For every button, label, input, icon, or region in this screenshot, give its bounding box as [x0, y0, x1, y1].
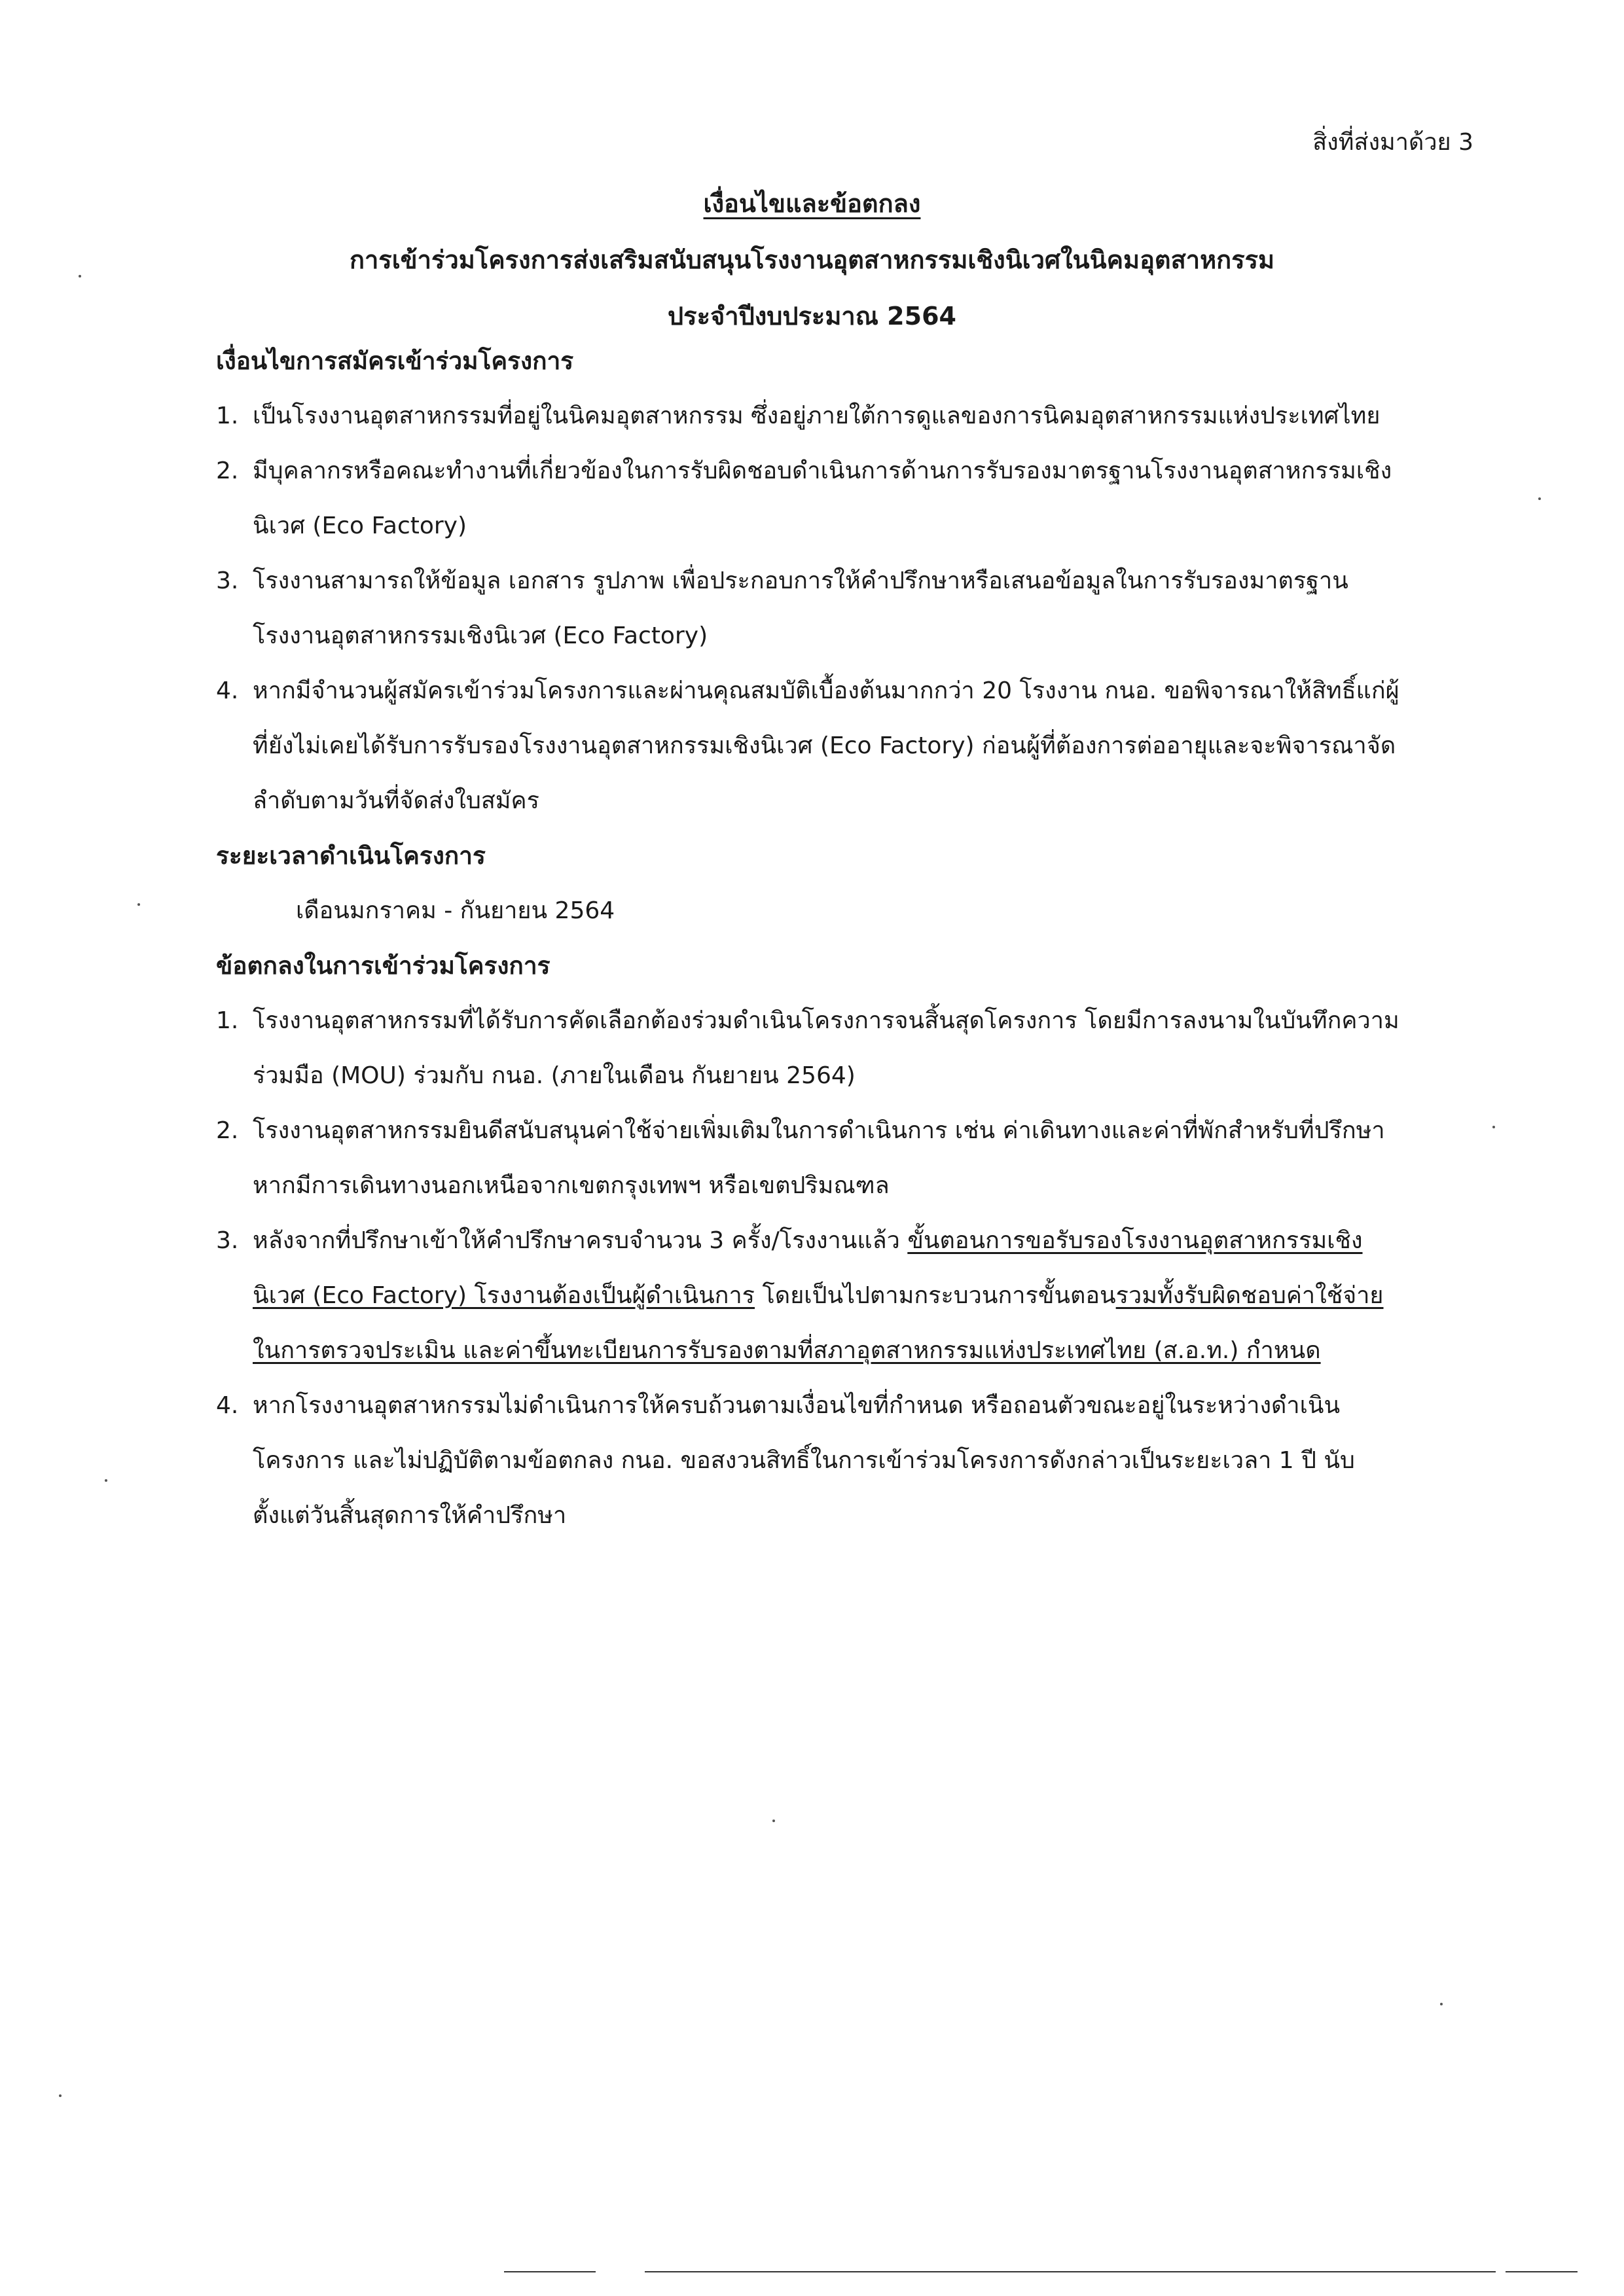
period-heading: ระยะเวลาดำเนินโครงการ: [216, 842, 486, 870]
underlined-text: รวมทั้งรับผิดชอบค่าใช้จ่ายในการตรวจประเมิน และค่าขึ้นทะเบียนการรับรองตามที่สภาอุตสาหกรรมแห่งประเทศไทย (ส.อ.ท.) กำหนด: [253, 1282, 1384, 1364]
agreement-item: [216, 1378, 1407, 1543]
condition-item: [216, 389, 1407, 444]
condition-item: [216, 554, 1407, 664]
item-number: 2.: [216, 457, 239, 484]
attachment-label: สิ่งที่ส่งมาด้วย 3: [1312, 129, 1473, 156]
scan-speck: [137, 903, 140, 906]
item-number: 3.: [216, 567, 239, 594]
scan-speck: [1538, 497, 1541, 500]
item-number: 1.: [216, 1007, 239, 1034]
scan-speck: [772, 1820, 775, 1822]
footer-rule: [504, 2271, 1578, 2274]
conditions-list: [216, 389, 1407, 829]
item-number: 1.: [216, 403, 239, 429]
footer-rule-segment: [504, 2271, 596, 2272]
item-text: หากโรงงานอุตสาหกรรมไม่ดำเนินการให้ครบถ้วนตามเงื่อนไขที่กำหนด หรือถอนตัวขณะอยู่ในระหว่างดำเนินโครงการ และไม่ปฏิบัติตามข้อตกลง กนอ. ขอสงวนสิทธิ์ในการเข้าร่วมโครงการดังกล่าวเป็นระยะเวลา 1 ปี นับตั้งแต่วันสิ้นสุดการให้คำปรึกษา: [253, 1392, 1355, 1529]
item-text: โดยเป็นไปตามกระบวนการขั้นตอน: [755, 1282, 1116, 1309]
agreement-item: [216, 994, 1407, 1103]
scan-speck: [105, 1479, 107, 1482]
title-block: [0, 175, 1624, 344]
item-number: 4.: [216, 677, 239, 704]
document-subtitle: การเข้าร่วมโครงการส่งเสริมสนับสนุนโรงงานอุตสาหกรรมเชิงนิเวศในนิคมอุตสาหกรรม: [349, 245, 1275, 274]
item-text: หากมีจำนวนผู้สมัครเข้าร่วมโครงการและผ่านคุณสมบัติเบื้องต้นมากกว่า 20 โรงงาน กนอ. ขอพิจารณาให้สิทธิ์แก่ผู้ที่ยังไม่เคยได้รับการรับรองโรงงานอุตสาหกรรมเชิงนิเวศ (Eco Factory) ก่อนผู้ที่ต้องการต่ออายุและจะพิจารณาจัดลำดับตามวันที่จัดส่งใบสมัคร: [253, 677, 1399, 814]
item-text: โรงงานอุตสาหกรรมที่ได้รับการคัดเลือกต้องร่วมดำเนินโครงการจนสิ้นสุดโครงการ โดยมีการลงนามในบันทึกความร่วมมือ (MOU) ร่วมกับ กนอ. (ภายในเดือน กันยายน 2564): [253, 1007, 1399, 1089]
agreement-item: [216, 1213, 1407, 1378]
agreements-heading: ข้อตกลงในการเข้าร่วมโครงการ: [216, 952, 550, 980]
underlined-text: ขั้นตอนการขอรับรองโรงงานอุตสาหกรรมเชิงนิเวศ (Eco Factory) โรงงานต้องเป็นผู้ดำเนินการ: [253, 1227, 1363, 1309]
item-text: โรงงานอุตสาหกรรมยินดีสนับสนุนค่าใช้จ่ายเพิ่มเติมในการดำเนินการ เช่น ค่าเดินทางและค่าที่พักสำหรับที่ปรึกษา หากมีการเดินทางนอกเหนือจากเขตกรุงเทพฯ หรือเขตปริมณฑล: [253, 1117, 1385, 1199]
condition-item: [216, 444, 1407, 554]
item-text: โรงงานสามารถให้ข้อมูล เอกสาร รูปภาพ เพื่อประกอบการให้คำปรึกษาหรือเสนอข้อมูลในการรับรองมาตรฐานโรงงานอุตสาหกรรมเชิงนิเวศ (Eco Factory): [253, 567, 1348, 649]
document-title: เงื่อนไขและข้อตกลง: [703, 189, 921, 218]
agreement-item: [216, 1103, 1407, 1213]
item-number: 2.: [216, 1117, 239, 1144]
fiscal-year: ประจำปีงบประมาณ 2564: [668, 302, 956, 331]
condition-item: [216, 664, 1407, 829]
agreements-list: [216, 994, 1407, 1543]
item-text: เป็นโรงงานอุตสาหกรรมที่อยู่ในนิคมอุตสาหกรรม ซึ่งอยู่ภายใต้การดูแลของการนิคมอุตสาหกรรมแห่งประเทศไทย: [253, 403, 1380, 429]
scan-speck: [59, 2094, 62, 2097]
scan-speck: [1440, 2003, 1443, 2005]
document-body: [216, 334, 1407, 1543]
footer-rule-segment: [645, 2271, 1496, 2272]
item-number: 4.: [216, 1392, 239, 1419]
conditions-heading: เงื่อนไขการสมัครเข้าร่วมโครงการ: [216, 347, 574, 375]
scan-speck: [79, 275, 81, 278]
item-number: 3.: [216, 1227, 239, 1254]
scan-speck: [1492, 1126, 1495, 1128]
footer-rule-segment: [1506, 2271, 1578, 2272]
item-text: มีบุคลากรหรือคณะทำงานที่เกี่ยวข้องในการรับผิดชอบดำเนินการด้านการรับรองมาตรฐานโรงงานอุตสาหกรรมเชิงนิเวศ (Eco Factory): [253, 457, 1392, 539]
period-text: เดือนมกราคม - กันยายน 2564: [296, 897, 615, 924]
item-text: หลังจากที่ปรึกษาเข้าให้คำปรึกษาครบจำนวน 3 ครั้ง/โรงงานแล้ว: [253, 1227, 908, 1254]
